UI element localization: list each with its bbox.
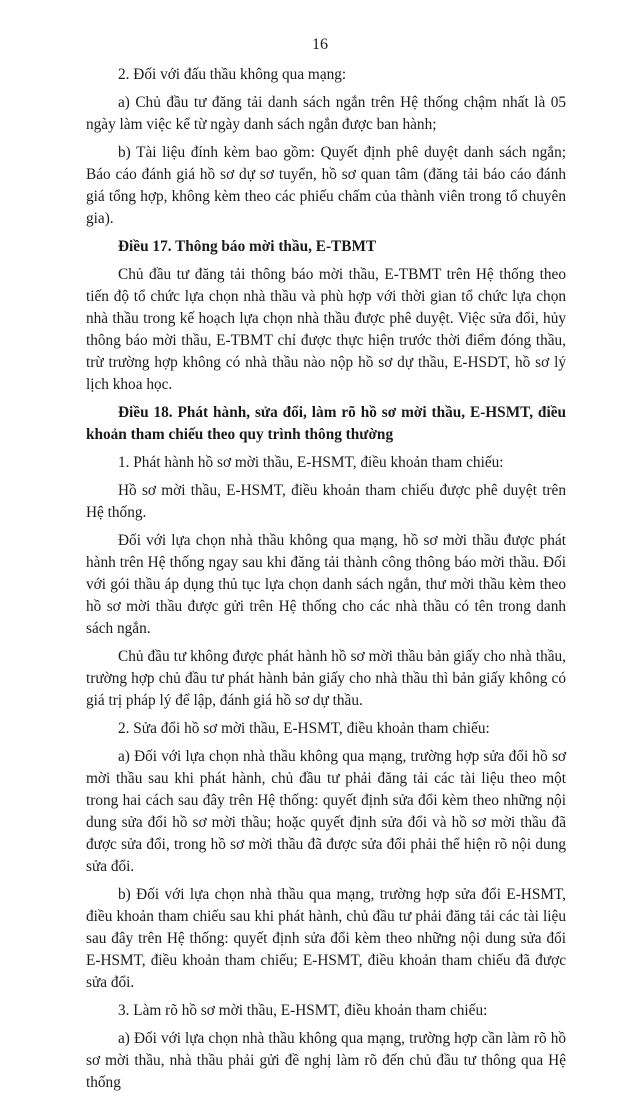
article-18-item-3a: a) Đối với lựa chọn nhà thầu không qua mạng, trường hợp cần làm rõ hồ sơ mời thầu, nhà thầu phải gửi đề nghị làm rõ đến chủ đầu tư thông qua Hệ thống [86, 1030, 566, 1091]
paragraph-item-2-heading: 2. Đối với đấu thầu không qua mạng: [118, 66, 347, 83]
article-18-heading: Điều 18. Phát hành, sửa đổi, làm rõ hồ sơ mời thầu, E-HSMT, điều khoản tham chiếu theo quy trình thông thường [86, 404, 566, 443]
paragraph-item-2a: a) Chủ đầu tư đăng tải danh sách ngắn trên Hệ thống chậm nhất là 05 ngày làm việc kể từ ngày danh sách ngắn được ban hành; [86, 94, 566, 133]
article-17-heading: Điều 17. Thông báo mời thầu, E-TBMT [118, 238, 377, 255]
document-body [86, 64, 566, 1100]
article-18-item-3-heading: 3. Làm rõ hồ sơ mời thầu, E-HSMT, điều khoản tham chiếu: [118, 1002, 488, 1019]
article-18-item-1-para-1: Hồ sơ mời thầu, E-HSMT, điều khoản tham chiếu được phê duyệt trên Hệ thống. [86, 482, 566, 521]
article-18-item-1-para-2: Đối với lựa chọn nhà thầu không qua mạng, hồ sơ mời thầu được phát hành trên Hệ thống ngay sau khi đăng tải thành công thông báo mời thầu. Đối với gói thầu áp dụng thủ tục lựa chọn danh sách ngắn, thư mời thầu kèm theo hồ sơ mời thầu được gửi trên Hệ thống cho các nhà thầu có tên trong danh sách ngắn. [86, 532, 566, 637]
article-18-item-1-heading: 1. Phát hành hồ sơ mời thầu, E-HSMT, điều khoản tham chiếu: [118, 454, 504, 471]
page-number: 16 [312, 36, 328, 53]
article-18-item-2b: b) Đối với lựa chọn nhà thầu qua mạng, trường hợp sửa đổi E-HSMT, điều khoản tham chiếu sau khi phát hành, chủ đầu tư phải đăng tải các tài liệu sau đây trên Hệ thống: quyết định sửa đổi kèm theo những nội dung sửa đổi E-HSMT, điều khoản tham chiếu; E-HSMT, điều khoản tham chiếu đã được sửa đổi. [86, 886, 566, 991]
article-17-body: Chủ đầu tư đăng tải thông báo mời thầu, E-TBMT trên Hệ thống theo tiến độ tổ chức lựa chọn nhà thầu và phù hợp với thời gian tổ chức lựa chọn nhà thầu trong kế hoạch lựa chọn nhà thầu được phê duyệt. Việc sửa đổi, hủy thông báo mời thầu, E-TBMT chỉ được thực hiện trước thời điểm đóng thầu, trừ trường hợp không có nhà thầu nào nộp hồ sơ dự thầu, E-HSDT, hồ sơ lý lịch khoa học. [86, 266, 566, 393]
article-18-item-2-heading: 2. Sửa đổi hồ sơ mời thầu, E-HSMT, điều khoản tham chiếu: [118, 720, 490, 737]
article-18-item-1-para-3: Chủ đầu tư không được phát hành hồ sơ mời thầu bản giấy cho nhà thầu, trường hợp chủ đầu tư phát hành bản giấy cho nhà thầu thì bản giấy không có giá trị pháp lý để lập, đánh giá hồ sơ dự thầu. [86, 648, 566, 709]
paragraph-item-2b: b) Tài liệu đính kèm bao gồm: Quyết định phê duyệt danh sách ngắn; Báo cáo đánh giá hồ sơ dự sơ tuyển, hồ sơ quan tâm (đăng tải báo cáo đánh giá tổng hợp, không kèm theo các phiếu chấm của thành viên trong tổ chuyên gia). [86, 144, 566, 227]
article-18-item-2a: a) Đối với lựa chọn nhà thầu không qua mạng, trường hợp sửa đổi hồ sơ mời thầu sau khi phát hành, chủ đầu tư phải đăng tải các tài liệu theo một trong hai cách sau đây trên Hệ thống: quyết định sửa đổi kèm theo những nội dung sửa đổi hồ sơ mời thầu; hoặc quyết định sửa đổi và hồ sơ mời thầu đã được sửa đổi, trong hồ sơ mời thầu đã được sửa đổi phải thể hiện rõ nội dung sửa đổi. [86, 748, 566, 875]
